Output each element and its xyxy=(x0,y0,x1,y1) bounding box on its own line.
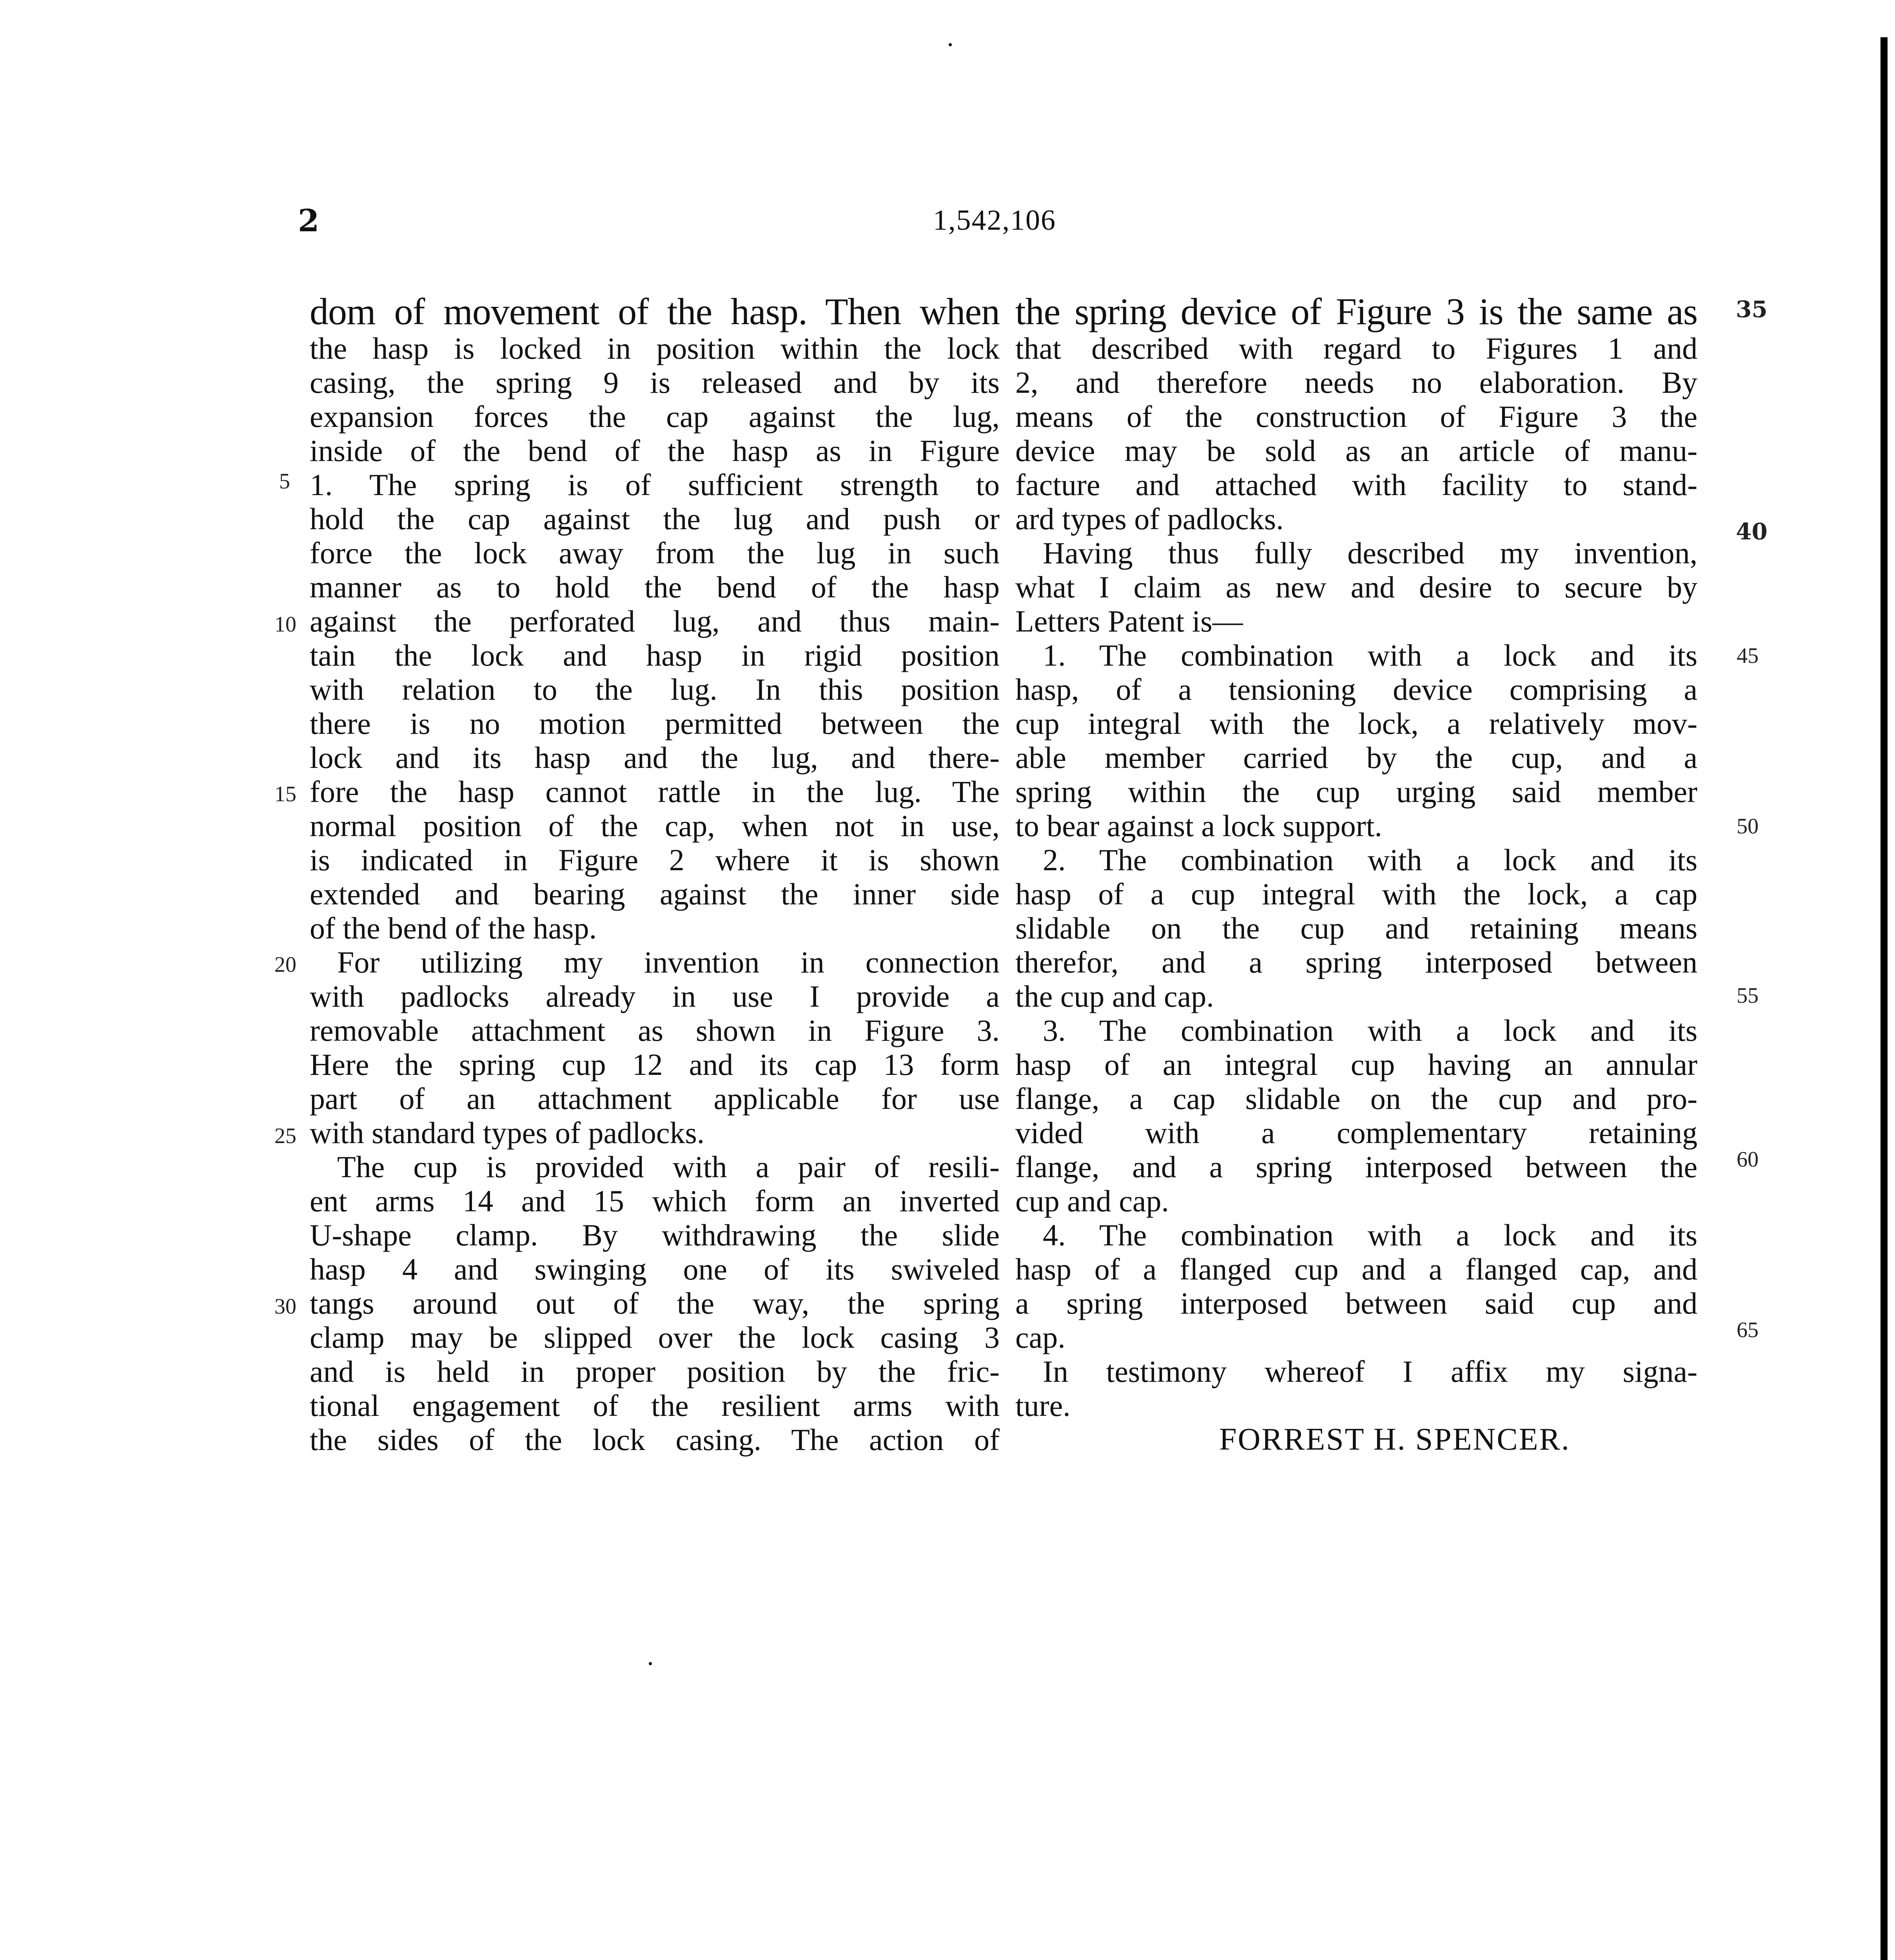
line-number: 35 xyxy=(1736,296,1768,323)
text-line: Here the spring cup 12 and its cap 13 form xyxy=(310,1047,1000,1082)
text-line: hasp of a cup integral with the lock, a cap xyxy=(1015,877,1697,911)
line-number: 55 xyxy=(1737,984,1759,1008)
text-line: tional engagement of the resilient arms with xyxy=(310,1388,1000,1423)
text-line: U-shape clamp. By withdrawing the slide xyxy=(310,1218,1000,1252)
text-line: In testimony whereof I affix my signa- xyxy=(1043,1354,1697,1388)
text-line: dom of movement of the hasp. Then when xyxy=(310,290,1000,332)
text-line: facture and attached with facility to stand- xyxy=(1015,468,1697,502)
text-line: manner as to hold the bend of the hasp xyxy=(310,570,1000,604)
text-line: is indicated in Figure 2 where it is shown xyxy=(310,843,1000,877)
text-line: with padlocks already in use I provide a xyxy=(310,979,1000,1013)
text-line: Letters Patent is— xyxy=(1015,604,1243,638)
text-line: hasp of an integral cup having an annular xyxy=(1015,1047,1697,1082)
text-line: and is held in proper position by the fric- xyxy=(310,1354,1000,1388)
text-line: normal position of the cap, when not in use, xyxy=(310,809,1000,843)
text-line: to bear against a lock support. xyxy=(1015,809,1382,843)
claim-3: 3. The combination with a lock and its xyxy=(1043,1013,1697,1047)
text-line: of the bend of the hasp. xyxy=(310,911,597,945)
line-number: 10 xyxy=(274,612,296,637)
text-line: part of an attachment applicable for use xyxy=(310,1082,1000,1116)
text-line: that described with regard to Figures 1 and xyxy=(1015,331,1697,365)
text-line: the cup and cap. xyxy=(1015,979,1214,1013)
page-edge-rule xyxy=(1880,37,1888,1960)
patent-number: 1,542,106 xyxy=(933,204,1056,236)
text-line: fore the hasp cannot rattle in the lug. The xyxy=(310,775,1000,809)
text-line: the hasp is locked in position within the lock xyxy=(310,331,1000,365)
text-line: 2, and therefore needs no elaboration. By xyxy=(1015,365,1697,399)
claim-2: 2. The combination with a lock and its xyxy=(1043,843,1697,877)
text-line: casing, the spring 9 is released and by its xyxy=(310,365,1000,399)
text-line: tain the lock and hasp in rigid position xyxy=(310,638,1000,672)
text-line: hasp of a flanged cup and a flanged cap, and xyxy=(1015,1252,1697,1286)
text-line: hasp, of a tensioning device comprising a xyxy=(1015,672,1697,706)
line-number: 50 xyxy=(1737,814,1759,838)
line-number: 5 xyxy=(279,469,290,494)
text-line: expansion forces the cap against the lug, xyxy=(310,399,1000,434)
text-line: The cup is provided with a pair of resili- xyxy=(337,1150,1000,1184)
text-line: the spring device of Figure 3 is the same as xyxy=(1015,290,1697,332)
line-number: 15 xyxy=(274,782,296,806)
text-line: Having thus fully described my invention, xyxy=(1043,536,1697,570)
line-number: 65 xyxy=(1737,1318,1759,1342)
text-line: clamp may be slipped over the lock casing 3 xyxy=(310,1320,1000,1354)
text-line: hasp 4 and swinging one of its swiveled xyxy=(310,1252,1000,1286)
line-number: 25 xyxy=(274,1124,296,1148)
text-line: flange, and a spring interposed between the xyxy=(1015,1150,1697,1184)
text-line: tangs around out of the way, the spring xyxy=(310,1286,1000,1320)
text-line: extended and bearing against the inner side xyxy=(310,877,1000,911)
text-line: removable attachment as shown in Figure 3. xyxy=(310,1013,1000,1047)
claim-1: 1. The combination with a lock and its xyxy=(1043,638,1697,672)
line-number: 30 xyxy=(274,1294,296,1319)
line-number: 60 xyxy=(1737,1147,1759,1172)
text-line: inside of the bend of the hasp as in Figure xyxy=(310,434,1000,468)
speck xyxy=(949,43,952,46)
text-line: hold the cap against the lug and push or xyxy=(310,502,1000,536)
text-line: slidable on the cup and retaining means xyxy=(1015,911,1697,945)
text-line: with relation to the lug. In this position xyxy=(310,672,1000,706)
text-line: able member carried by the cup, and a xyxy=(1015,740,1697,775)
text-line: flange, a cap slidable on the cup and pro- xyxy=(1015,1082,1697,1116)
text-line: cap. xyxy=(1015,1320,1065,1354)
text-line: there is no motion permitted between the xyxy=(310,706,1000,740)
text-line: with standard types of padlocks. xyxy=(310,1116,705,1150)
page-number: 2 xyxy=(298,203,319,239)
line-number: 40 xyxy=(1736,518,1768,545)
text-line: ture. xyxy=(1015,1388,1071,1423)
text-line: spring within the cup urging said member xyxy=(1015,775,1697,809)
line-number: 45 xyxy=(1737,644,1759,668)
text-line: lock and its hasp and the lug, and there- xyxy=(310,740,1000,775)
text-line: ard types of padlocks. xyxy=(1015,502,1284,536)
text-line: cup and cap. xyxy=(1015,1184,1169,1218)
text-line: vided with a complementary retaining xyxy=(1015,1116,1697,1150)
claim-4: 4. The combination with a lock and its xyxy=(1043,1218,1697,1252)
text-line: force the lock away from the lug in such xyxy=(310,536,1000,570)
right-column xyxy=(1015,292,1697,1457)
inventor-signature: FORREST H. SPENCER. xyxy=(1219,1422,1570,1457)
text-line: against the perforated lug, and thus main- xyxy=(310,604,1000,638)
text-line: what I claim as new and desire to secure by xyxy=(1015,570,1697,604)
text-line: cup integral with the lock, a relatively mov- xyxy=(1015,706,1697,740)
line-number: 20 xyxy=(274,953,296,977)
text-line: a spring interposed between said cup and xyxy=(1015,1286,1697,1320)
text-line: therefor, and a spring interposed between xyxy=(1015,945,1697,979)
text-line: device may be sold as an article of manu- xyxy=(1015,434,1697,468)
text-line: 1. The spring is of sufficient strength to xyxy=(310,468,1000,502)
text-line: For utilizing my invention in connection xyxy=(337,945,1000,979)
text-line: means of the construction of Figure 3 the xyxy=(1015,399,1697,434)
text-line: the sides of the lock casing. The action of xyxy=(310,1423,1000,1457)
left-column xyxy=(310,292,1000,1457)
text-line: ent arms 14 and 15 which form an inverted xyxy=(310,1184,1000,1218)
speck xyxy=(649,1662,652,1665)
